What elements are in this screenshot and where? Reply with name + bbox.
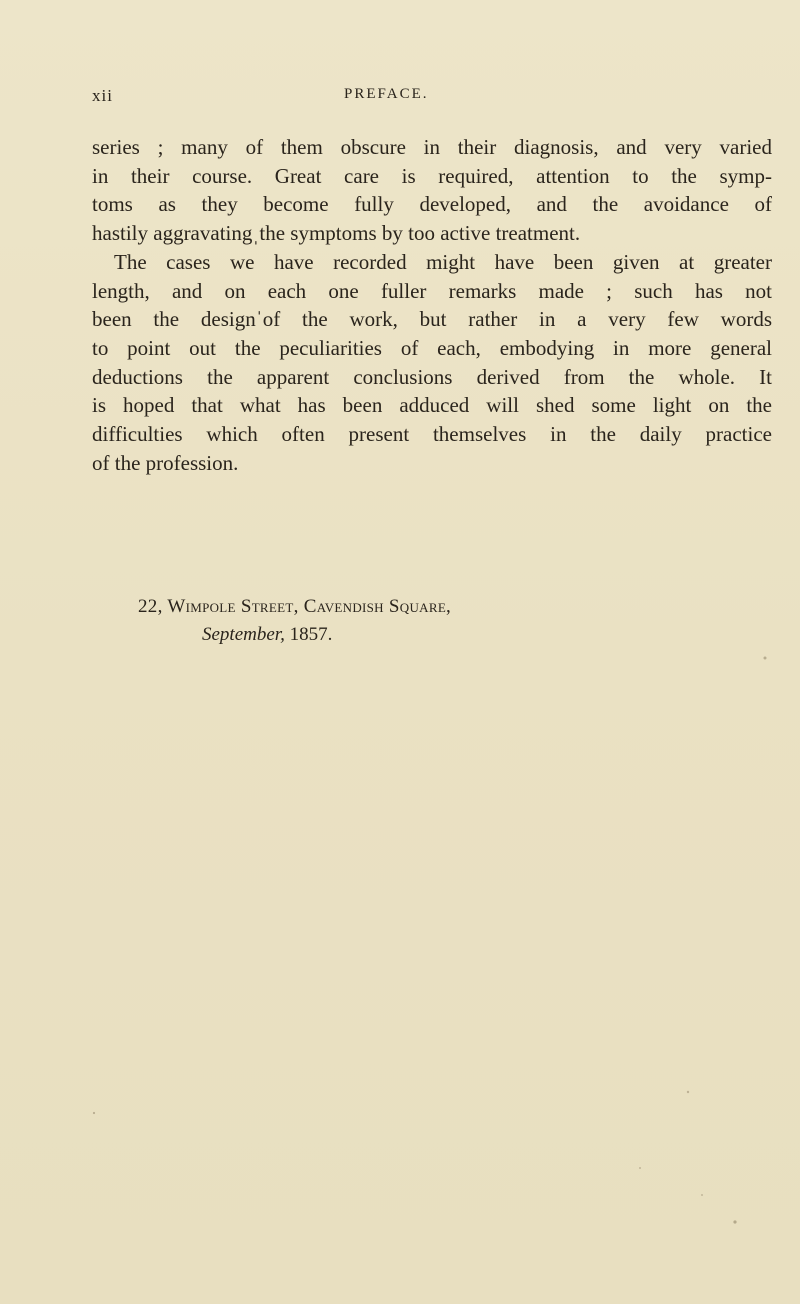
- signature-month: September,: [202, 624, 285, 645]
- text-line: hastily aggravatingˌthe symptoms by too active treatment.: [92, 221, 581, 246]
- running-head: [92, 86, 652, 110]
- text-line: is hoped that what has been adduced will shed some light on the: [92, 393, 772, 418]
- text-line: to point out the peculiarities of each, embodying in more general: [92, 335, 772, 360]
- paper-speck: [733, 1220, 736, 1223]
- text-line: in their course. Great care is required, attention to the symp-: [92, 163, 772, 188]
- text-line: of the profession.: [92, 450, 239, 475]
- page-number: xii: [92, 86, 113, 105]
- text-line: been the designˈof the work, but rather in a very few words: [92, 307, 772, 332]
- text-line: toms as they become fully developed, and the avoidance of: [92, 192, 772, 217]
- text-line: series ; many of them obscure in their diagnosis, and very varied: [92, 135, 772, 159]
- signature-address: 22, Wimpole Street, Cavendish Square,: [138, 596, 452, 617]
- running-title: PREFACE.: [344, 86, 429, 102]
- signature-date: [202, 624, 332, 646]
- text-line: length, and on each one fuller remarks made ; such has not: [92, 278, 772, 303]
- preface-text: [92, 133, 772, 477]
- text-line: deductions the apparent conclusions derived from the whole. It: [92, 364, 772, 389]
- paper-speck: [639, 1167, 641, 1169]
- text-line: difficulties which often present themselves in the daily practice: [92, 422, 772, 447]
- signature-year: 1857.: [289, 624, 333, 645]
- paper-speck: [701, 1194, 703, 1196]
- paper-speck: [764, 657, 767, 660]
- paper-speck: [687, 1091, 689, 1093]
- paper-speck: [93, 1112, 95, 1114]
- text-line: The cases we have recorded might have been given at greater: [114, 249, 772, 274]
